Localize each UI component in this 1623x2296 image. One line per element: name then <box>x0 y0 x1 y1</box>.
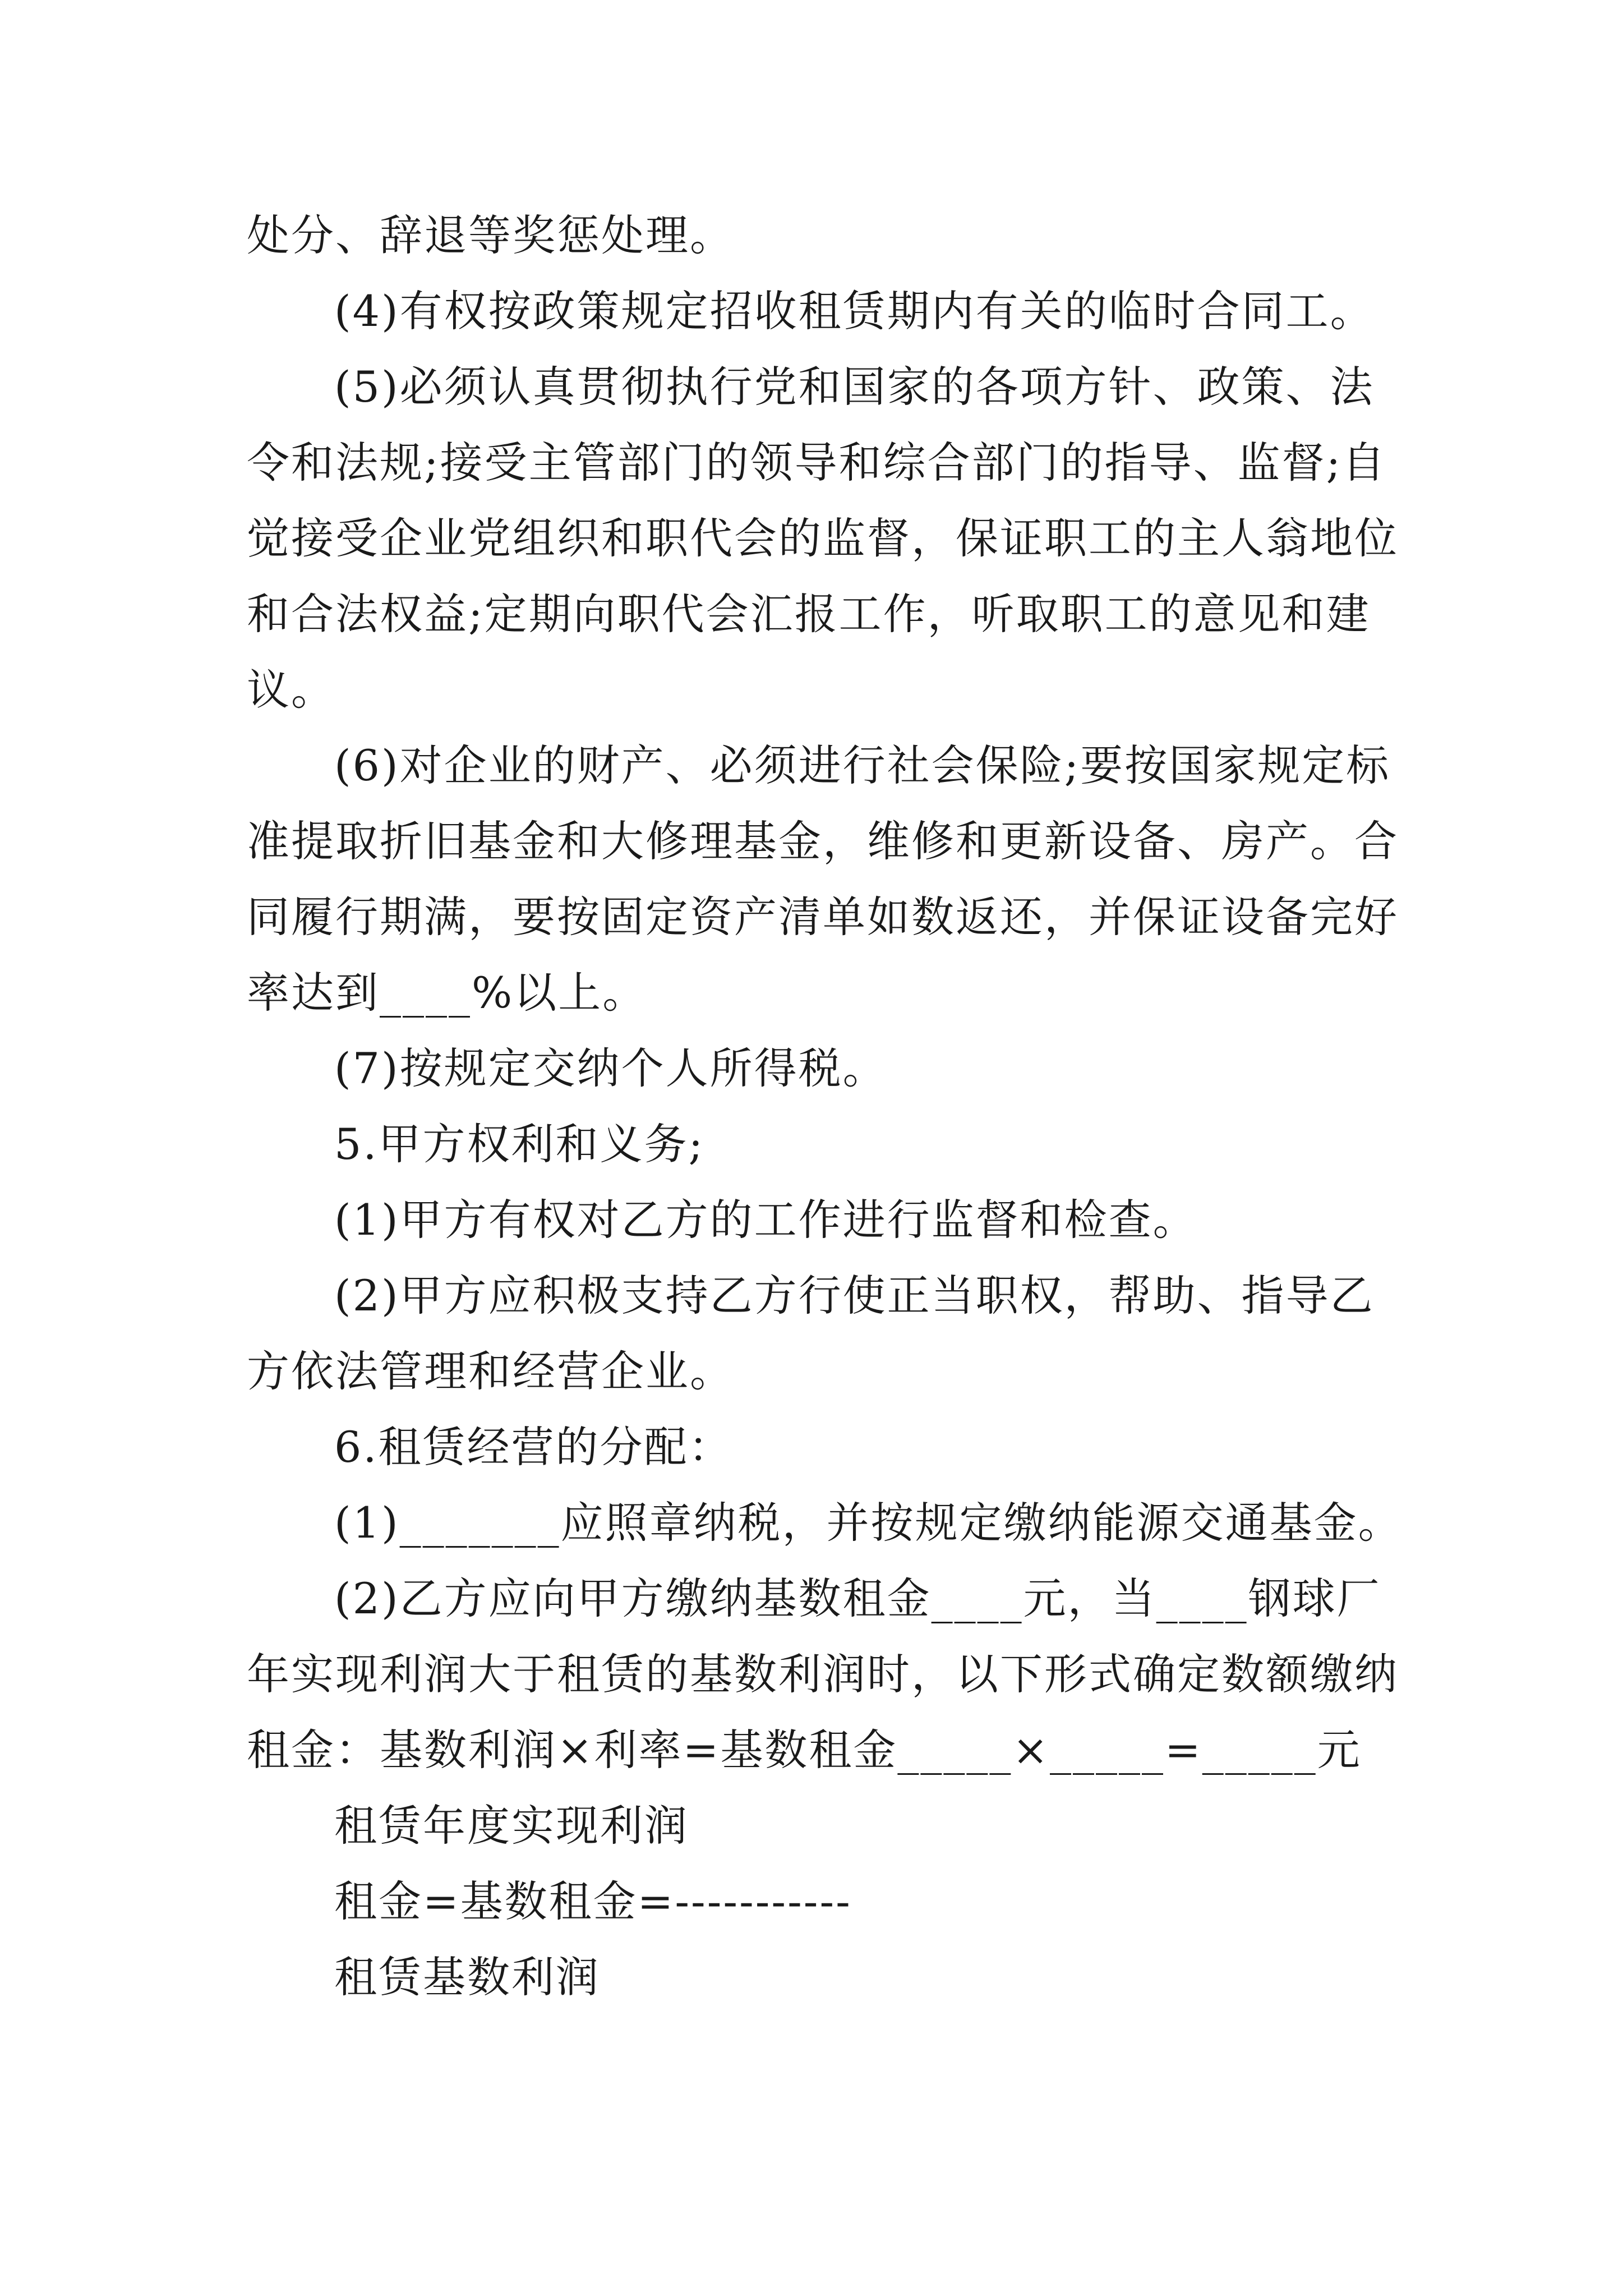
text-line: 租赁年度实现利润 <box>334 1801 689 1851</box>
text-line: 租赁基数利润 <box>334 1952 600 2002</box>
text-line: 6.租赁经营的分配： <box>334 1422 733 1472</box>
text-line: (5)必须认真贯彻执行党和国家的各项方针、政策、法 <box>334 362 1375 412</box>
text-line: 觉接受企业党组织和职代会的监督，保证职工的主人翁地位 <box>247 513 1399 563</box>
text-line: (4)有权按政策规定招收租赁期内有关的临时合同工。 <box>334 286 1375 336</box>
text-line: 和合法权益;定期向职代会汇报工作，听取职工的意见和建 <box>247 589 1371 639</box>
text-line: 同履行期满，要按固定资产清单如数返还，并保证设备完好 <box>247 892 1399 942</box>
text-line: (1)_______应照章纳税，并按规定缴纳能源交通基金。 <box>334 1498 1403 1548</box>
text-line: 准提取折旧基金和大修理基金，维修和更新设备、房产。合 <box>247 816 1399 866</box>
text-line: (1)甲方有权对乙方的工作进行监督和检查。 <box>334 1195 1197 1245</box>
text-line: 年实现利润大于租赁的基数利润时，以下形式确定数额缴纳 <box>247 1649 1399 1699</box>
text-line: 方依法管理和经营企业。 <box>247 1346 734 1396</box>
text-line: 处分、辞退等奖惩处理。 <box>247 210 734 260</box>
text-line: (7)按规定交纳个人所得税。 <box>334 1043 887 1093</box>
text-line: 5.甲方权利和义务; <box>334 1119 705 1169</box>
text-line: (2)乙方应向甲方缴纳基数租金____元，当____钢球厂 <box>334 1573 1381 1623</box>
text-line: 租金=基数租金=----------- <box>334 1876 852 1926</box>
text-line: (6)对企业的财产、必须进行社会保险;要按国家规定标 <box>334 740 1391 790</box>
text-line: 令和法规;接受主管部门的领导和综合部门的指导、监督;自 <box>247 438 1387 487</box>
text-line: 率达到____%以上。 <box>247 968 647 1018</box>
text-line: 议。 <box>247 665 335 715</box>
text-line: 租金：基数利润×利率=基数租金_____×_____=_____元 <box>247 1725 1362 1775</box>
text-line: (2)甲方应积极支持乙方行使正当职权，帮助、指导乙 <box>334 1271 1375 1320</box>
